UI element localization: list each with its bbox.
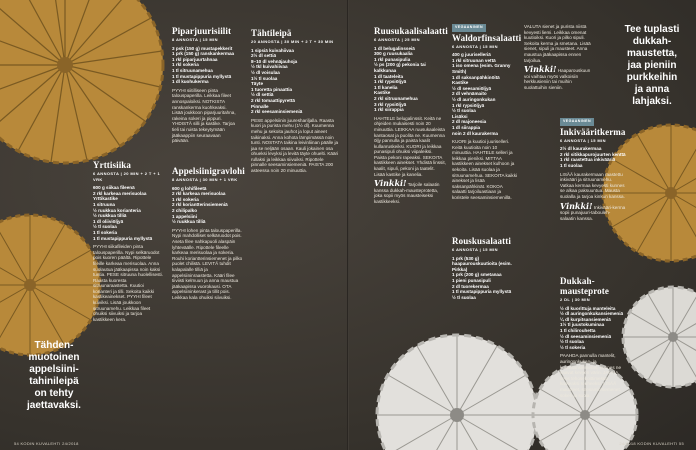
- recipe-meta: 6 ANNOSTA | 25 MIN: [374, 37, 420, 42]
- ingredient: 1 dl oliiviöljyä: [93, 218, 124, 224]
- recipe-method: KUORI ja kuutioi juuriselleri. Keitä kuutioita noin 10 minuuttia. HAHTELE selleri ja leikkaa pieniksi. MITTAA kastikkeen ainekset kulhoon ja sekoita. Lisää suolaa ja sitruunamehua. SEKOITA kaikki ainekset ja lisää saksanpähkinät. KOKOA salaatti tarjoiluastiaan ja koristele seesaminsiemenillä.: [452, 139, 518, 201]
- recipe-piparjuurisiilit: [172, 26, 238, 144]
- recipe-method: PYYHI siikafileiden pinta talouspaperilla. Nypi selkäruodot pois kuoren päältä. Ripottele fileille karkeaa merisuolaa. Anna suolautua jääkaapissa noin kaksi tuntia. PESE sitruuna huolellisesti. Raasta kuoresta sitruunaraastetta. Kuutioi korianteri ja tilli. Sekoita kaikki kastikeainekset. PYYHI fileet kuiviksi. Lisää joukkoon sitruunamehu. Leikkaa fileet ohuiksi siivuiksi ja tarjoa kastikkeen kera.: [93, 244, 163, 322]
- gold-paper-star-decoration: [0, 0, 170, 170]
- ingredient: 1½ tl suolaa: [251, 75, 278, 81]
- pull-quote-line: tahinileipä: [29, 376, 79, 387]
- ingredient: 1 pieni punasipuli: [452, 277, 491, 283]
- recipe-yrttisiika: [93, 160, 163, 322]
- ingredient: 1 dl taateleita: [374, 73, 404, 79]
- ingredient: 2 rkl karkeaa merisuolaa: [172, 191, 226, 197]
- ingredient: 1½ tl juustokuminaa: [560, 322, 605, 328]
- pull-quote-line: purkkeihin: [626, 72, 678, 83]
- ingredient-subheading: Kastike: [374, 90, 391, 96]
- ingredient: 300 g ruusukaalia: [374, 51, 413, 57]
- pull-quote-line: appelsiini-: [29, 364, 79, 375]
- ingredient: ½ tl sokeria: [560, 344, 586, 350]
- recipe-meta: 6 ANNOSTA | 20 MIN + 2 T + 1 VRK: [93, 171, 161, 182]
- recipe-dukkah: [560, 276, 628, 398]
- ingredient: 2½ dl kaurakermaa: [560, 146, 602, 152]
- ingredient: 1 rkl raastettua inkivääriä: [560, 157, 616, 163]
- page-folio: 24/2018 KODIN KUVALEHTI 55: [619, 441, 684, 446]
- pull-quote-line: ja anna: [634, 84, 670, 95]
- ingredient: noin 2 dl kaurakerma: [452, 130, 498, 136]
- ingredient: 2½ dl settiä: [251, 53, 277, 59]
- ingredient: 1 tl chilirouhetta: [560, 327, 596, 333]
- recipe-title: Ruusukaalisalaatti: [374, 26, 448, 36]
- recipe-meta: 8 ANNOSTA | 30 MIN + 1 VRK: [172, 177, 238, 182]
- ingredient: 1 tl mustapippuria myllystä: [172, 73, 232, 79]
- vegan-badge: VEGAANINEN: [452, 24, 486, 32]
- recipe-meta: 6 ANNOSTA | 15 MIN: [452, 43, 498, 49]
- ingredient: 1 rkl rypsiöljyä: [374, 79, 407, 85]
- ingredient: 1 rkl sokeria: [172, 196, 199, 202]
- ingredient-subheading: Täyte: [251, 81, 264, 87]
- ingredient: 2 rkl karkeaa merisuolaa: [93, 190, 147, 196]
- ingredient: 1 rkl siirappia: [374, 107, 404, 113]
- ingredient: 8–10 dl vehnäjauhoja: [251, 58, 298, 64]
- tip-heading: Vinkki!: [374, 178, 407, 189]
- ingredient: 1 tl sitruunamehua: [172, 67, 213, 73]
- ingredient: 1 prk (530 g) haapaurouskuutioita (esim. Pirkka): [452, 255, 512, 272]
- ingredient: 2 rkl sitruunamehua: [374, 95, 418, 101]
- ingredient: 1 rkl sokeria: [172, 62, 199, 68]
- recipe-column-right-top: [524, 24, 596, 91]
- ingredient: ½ ruukkua korianteria: [93, 207, 141, 213]
- ingredient: ½ ruukkua tilliä: [172, 219, 206, 225]
- tip-text: Inkivääri-kerma sopii punajuuri-tabouleh-salaatin kanssa.: [560, 204, 626, 221]
- ingredient: 2 rkl seesaminsiemeniä: [251, 109, 303, 115]
- pull-quote: [616, 24, 688, 108]
- ingredient: ½ dl seesamiöljyä: [452, 85, 492, 91]
- recipe-waldorfinsalaatti: [452, 24, 522, 201]
- ingredient: 2 dl tuorekermaa: [452, 283, 489, 289]
- recipe-rouskusalaatti: [452, 236, 518, 300]
- ingredient: 1 rkl punasipulia: [374, 56, 411, 62]
- ingredient: 1 sipsiä kuivahiivaa: [251, 47, 294, 53]
- pull-quote-line: muotoinen: [28, 352, 80, 363]
- pull-quote-line: Tähden-: [34, 340, 74, 351]
- pull-quote: [18, 340, 90, 412]
- ingredient: 1 tl mustapippuria myllystä: [452, 289, 512, 295]
- ingredient: 1 iso omena (esim. Granny Smith): [452, 63, 511, 74]
- recipe-meta: 2 DL | 30 MIN: [560, 297, 591, 302]
- ingredient: 1 rkl piparjuurtahnaa: [172, 56, 218, 62]
- recipe-title: Tähtileipä: [251, 28, 292, 38]
- ingredient: 600 g siikaa fileenä: [93, 185, 135, 191]
- ingredient: 1 rkl sitruunan vettä: [452, 57, 496, 63]
- pull-quote-line: dukkah-: [632, 36, 672, 47]
- recipe-title: Rouskusalaatti: [452, 236, 511, 246]
- tip-text: Tarjoile salaatin kanssa dukkah-mausteprotetta, joka sopii myös mausteiseksi kastikkeeksi.: [374, 182, 440, 205]
- ingredient-subheading: Yrttikastike: [93, 196, 118, 202]
- ingredient: ½ tl suolaa: [93, 224, 117, 230]
- ingredient: ½ tl suolaa: [452, 108, 476, 114]
- recipe-inkivaarikerma: [560, 118, 626, 221]
- ingredient: 1 dl saksanpähkinöitä: [452, 74, 500, 80]
- ingredient: 1 tl suolaa: [560, 162, 583, 168]
- tip-heading: Vinkki!: [560, 200, 593, 211]
- ingredient: 2 rkl sitikkapurojuurten kenttä: [560, 151, 626, 157]
- ingredient: 1 sitruuna: [93, 201, 115, 207]
- ingredient: 1 tl sokeria: [93, 229, 118, 235]
- ingredient: ¼ dl kurpitsansiemeniä: [560, 316, 611, 322]
- ingredient-subheading: Pinnalle: [251, 103, 269, 109]
- recipe-method: LISÄÄ kaurakermaan raastettu inkivääri ja sitruunamehu. Vatkaa kermaa kevyesti kunnes se alkaa paksuuntua. Mausta suolalla ja tarjoa kinkun kanssa.: [560, 171, 625, 199]
- recipe-ruusukaalisalaatti: [374, 26, 446, 205]
- recipe-title: Appelsiinigravlohi: [172, 166, 245, 176]
- recipe-method: PESE appelsiinin juureshariljalla. Raasta kuori ja purista mehu (1½ dl). Kuumenna mehu ja sekoita jauhot ja loput aineet taikinaksi. Anna kohota lämpimässä noin tunti. NOSTATA taikina leivinliinan päälle ja jaa se neljään osaan. Kauli jokainen osa ohueksi levyksi ja levitä täyte ohuelti. Kääri rullaksi ja leikkaa siivuiksi. Ripottele pinnalle seesaminsiemeniä. PAISTA 200 asteessa noin 20 minuuttia.: [251, 117, 339, 174]
- ingredient: ½ tl suolaa: [560, 339, 584, 345]
- ingredient: 1 dl siirappia: [452, 124, 481, 130]
- recipe-method: PYYHI siitilliseen pinta talouspaperilla. Leikkaa fileet annospaloiksi. NOTKISTA ranskankerma kuohkeaksi. Lisää joukkoon piparjuuritahna, rakeina sokeri ja pippuri. YHDISTÄ silli ja kastike. Tarjoa tieli tai ruista tekeytymään jääkaappiin seuraavaan päivään.: [172, 87, 236, 144]
- ingredient: ½ dl voisulaa: [251, 69, 280, 75]
- ingredient: ½ ps (200 g) pekonia tai kalkkunaa: [374, 62, 426, 73]
- ingredient: 3 psk (150 g) mustapekkerit: [172, 45, 233, 51]
- pull-quote-line: jaettavaksi.: [27, 400, 81, 411]
- recipe-title: Dukkah-mausteprote: [560, 276, 609, 296]
- ingredient: 1 tuoretta pinaattia: [251, 86, 293, 92]
- ingredient: 1 prk (200 g) smetanaa: [452, 272, 502, 278]
- recipe-meta: 20 ANNOSTA | 30 MIN + 2 T + 30 MIN: [251, 39, 334, 44]
- recipe-meta: 6 ANNOSTA | 15 MIN: [452, 247, 498, 252]
- recipe-tahtileipa: [251, 28, 339, 174]
- recipe-method: PYYHI lohen pinta talouspaperilla. Nypi mahdolliset selkäruodot pois. Aseta filee nahkapuoli alaspäin lyhteväälle. Ripottele fileelle karkeaa merisuolaa ja sokeria. Rouhi koriantterinsiemenet ja pilko puolet chilistä. LEVITÄ tuhdit kalapalalle tilliä ja appelsiininraastetta. Kääri filee tiiviisti kelmuun ja anna maustua jääkaapissa vuorokausi. OTA appelsiininkerast ja tillit pois. Leikkaa kala ohuiksi siivuiksi.: [172, 227, 243, 300]
- page-folio: 54 KODIN KUVALEHTI 24/2018: [14, 441, 79, 446]
- recipe-method: HAHTELE belugalinssit. Keitä ne ohjeiden mukaisesti noin 20 minuuttia. LEIKKAA ruusukaaleista kantaosat ja puolita ne. Kuumenna öljy pannulla ja paista kaalit kullanruskeiksi. KUORI ja leikkaa punasipuli ohuiksi viipaleiksi. Paista pekoni rapeaksi. SEKOITA kastikkeen ainekset. Yhdistä linssit, kaalit, sipuli, pekoni ja taatelit. Lisää kastike ja kanelia.: [374, 115, 446, 177]
- recipe-title: Waldorfinsalaatti: [452, 32, 522, 43]
- ingredient-subheading: Kastike: [452, 80, 469, 86]
- newspaper-star-decoration: [372, 330, 542, 450]
- ingredient: 2 rkl tomaattipyrettä: [251, 97, 295, 103]
- ingredient: ½ tl suolaa: [452, 294, 476, 300]
- ingredient: ½ dl kuorittuja manteleita: [560, 305, 616, 311]
- pull-quote-line: lahjaksi.: [632, 96, 672, 107]
- pull-quote-line: Tee tuplasti: [624, 24, 680, 35]
- recipe-appelsiinigravlohi: [172, 166, 244, 300]
- ingredient: ½ tkl kuivahiivaa: [251, 64, 288, 70]
- gold-paper-star-decoration: [0, 210, 105, 360]
- newspaper-star-decoration: [618, 282, 696, 392]
- recipe-method: PAAHDA pannulla mantelit, auringonkukan- ja kurpitsansiemenet, kunnes ne saavat kevyen värin. JAUHA seos tehosekoittimessa karkeaksi rouheeksi. LISÄÄ mausteet, seesaminsiemenet, sokeri ja suola.: [560, 353, 622, 398]
- ingredient: 2 dl vehnämaito: [452, 91, 487, 97]
- page-gutter: [347, 0, 349, 450]
- ingredient: ½ ruukkua tilliä: [93, 213, 127, 219]
- pull-quote-line: jaa pieniin: [627, 60, 677, 71]
- recipe-title: Yrttisiika: [93, 160, 131, 170]
- ingredient: 1 appelsiini: [172, 213, 198, 219]
- ingredient: 3 rkl rypsiöljyä: [374, 101, 407, 107]
- ingredient: 1 tl kanelia: [374, 84, 398, 90]
- ingredient: ½ dl auringonkukansiemeniä: [560, 311, 624, 317]
- ingredient: 1 prk (150 g) ranskankermaa: [172, 51, 235, 57]
- recipe-meta: 6 ANNOSTA | 15 MIN: [560, 137, 606, 143]
- recipe-title: Inkivääritkerma: [560, 126, 626, 137]
- pull-quote-line: on tehty: [34, 388, 74, 399]
- recipe-method: VALUTA sienet ja purista niistä kevyesti liemi. Leikkaa omenat kuutioiksi. Kuori ja pilko sipuli. Sekoita kerma ja smetana. Lisää sienet, sipuli ja mausteet. Anna maustua jääkaapissa ennen tarjoilua.: [524, 24, 591, 63]
- ingredient: ½ dl settiä: [251, 92, 274, 98]
- ingredient: 1 dl belugalinsseiä: [374, 45, 415, 51]
- recipe-meta: 8 ANNOSTA | 15 MIN: [172, 37, 218, 42]
- ingredient: 2 dl majoneesia: [452, 119, 487, 125]
- vegan-badge: VEGAANINEN: [560, 118, 594, 126]
- recipe-title: Piparjuurisiilit: [172, 26, 232, 36]
- ingredient: 600 g lohifileetä: [172, 185, 207, 191]
- ingredient-subheading: Lisäksi: [452, 113, 468, 119]
- ingredient: 2 rkl koriantterinsiemeniä: [172, 202, 228, 208]
- ingredient: 1 rkl rypsiöljyä: [452, 102, 485, 108]
- tip-text: Haaparouskuun voi vaihtaa myös valkoisiin herkkusieniin tai muihin suolattuihin sieniin.: [524, 68, 591, 90]
- ingredient: ½ dl auringonkukan: [452, 96, 496, 102]
- pull-quote-line: maustetta,: [626, 48, 677, 59]
- ingredient: 400 g juuriselleriä: [452, 52, 491, 58]
- tip-heading: Vinkki!: [524, 64, 557, 75]
- ingredient: 2 chilipalko: [172, 207, 198, 213]
- ingredient: 1 tl mustapippuria myllystä: [93, 235, 153, 241]
- ingredient: 1 dl kuohukerma: [172, 79, 209, 85]
- ingredient: ½ dl seesaminsiemeniä: [560, 333, 612, 339]
